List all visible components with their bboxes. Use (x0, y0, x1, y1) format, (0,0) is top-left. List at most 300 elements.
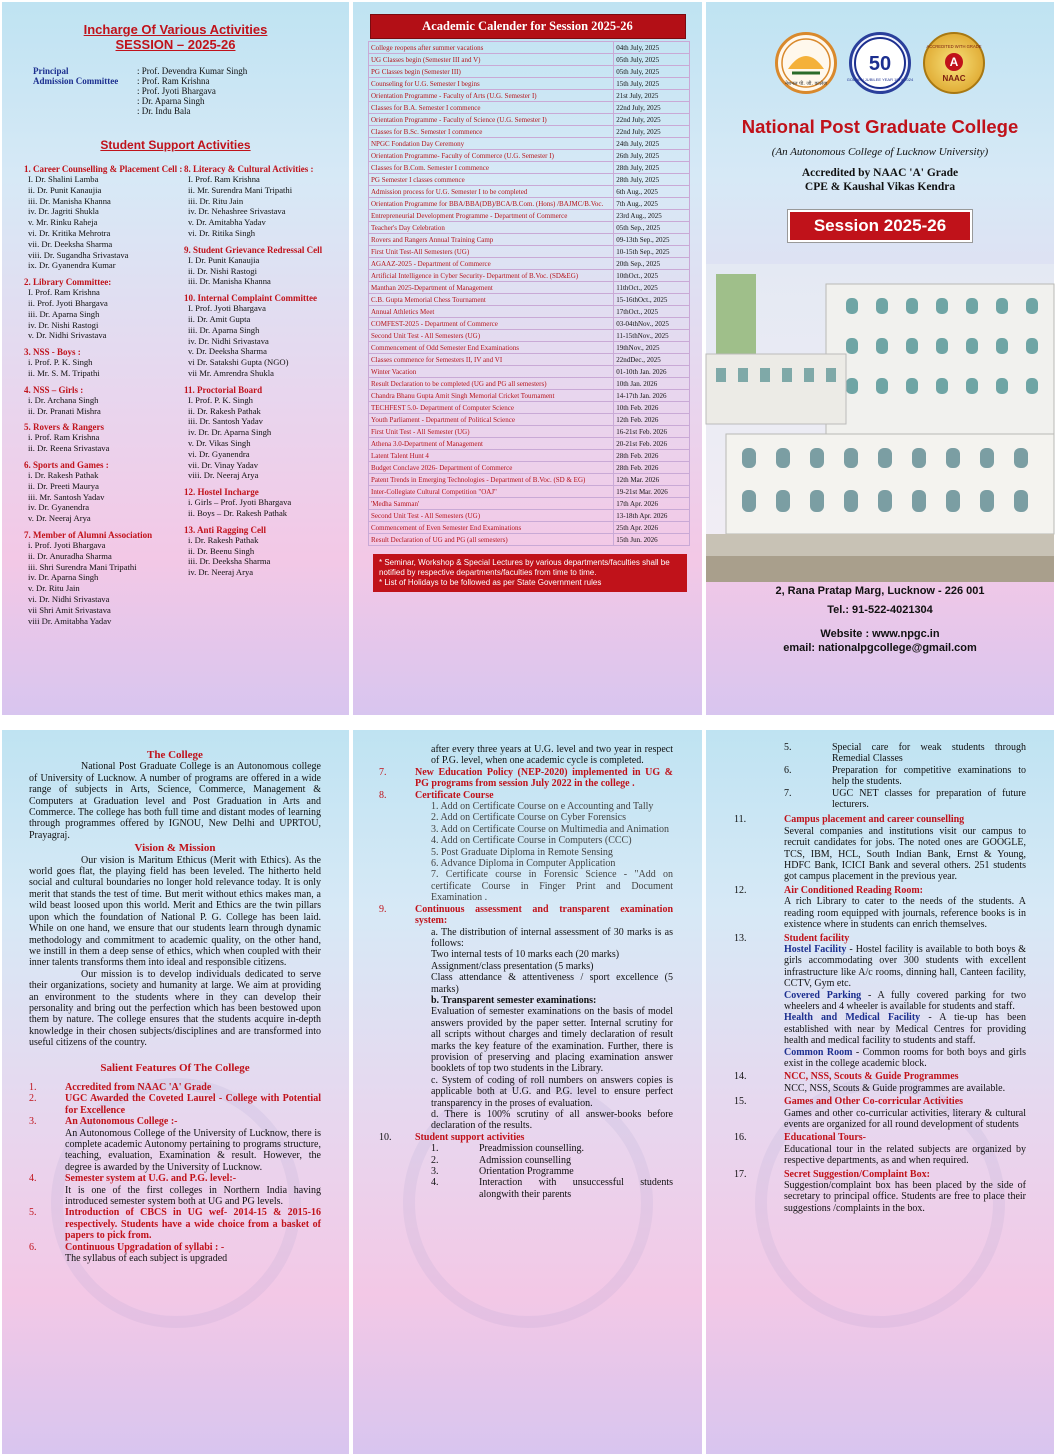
calendar-event: Latent Talent Hunt 4 (369, 450, 614, 462)
calendar-row (369, 66, 690, 78)
support-item (784, 765, 1026, 788)
incharge-panel (2, 2, 349, 715)
item-title: An Autonomous College :- (65, 1116, 178, 1128)
item-title: New Education Policy (NEP-2020) implemented in UG & PG programs from session July 2022 in the college . (415, 766, 673, 790)
committee-member: iii. Dr. Manisha Khanna (28, 195, 111, 206)
calendar-date: 10th Feb. 2026 (614, 402, 690, 414)
course-item: 5. Post Graduate Diploma in Remote Sensing (431, 846, 613, 858)
college-info-panel (2, 730, 349, 1454)
assessment-details: a. The distribution of internal assessment of 30 marks is as follows: Two internal tests of 10 marks each (20 marks) Assignment/class presentation (5 marks) Class attendance & attentiveness / sport excellence (5 marks) b. Transparent semester examinations: Evaluation of semester examinations on the basis of model answers provided by the paper setter. Internal scrutiny for all scripts without charges and timely declaration of result marks the key feature of the examination. Further, there is provision of preserving and placing examination answer booklets of top two students in the Library. c. System of coding of roll numbers on answers copies is applicable both at U.G. and P.G. level to ensure perfect transparency in the proses of evaluation. d. There is 100% scrutiny of all answer-books before declaration of the results. (431, 926, 673, 1132)
svg-text:GOLDEN JUBILEE YEAR 1974-2024: GOLDEN JUBILEE YEAR 1974-2024 (846, 77, 914, 82)
sub-facility-title: Common Room (784, 1046, 853, 1058)
calendar-date: 12th Mar. 2026 (614, 474, 690, 486)
calendar-row (369, 330, 690, 342)
official-role: Principal (33, 66, 69, 76)
item-number: 16. (734, 1132, 747, 1144)
calendar-event: Teacher's Day Celebration (369, 222, 614, 234)
calendar-event: 'Medha Samman' (369, 498, 614, 510)
calendar-event: Inter-Collegiate Cultural Competition "OAJ" (369, 486, 614, 498)
sub-facility-title: Hostel Facility (784, 943, 847, 955)
item-text: UGC NET classes for preparation of future lecturers. (832, 787, 1026, 811)
committee-group (24, 347, 184, 379)
official-row (33, 86, 349, 96)
calendar-row (369, 222, 690, 234)
calendar-event: Manthan 2025-Department of Management (369, 282, 614, 294)
committee-member: ii. Dr. Nishi Rastogi (188, 265, 257, 276)
committee-group (24, 460, 184, 524)
facility-item (734, 1132, 1026, 1166)
calendar-date: 7th Aug., 2025 (614, 198, 690, 210)
committee-member: i. Dr. Archana Singh (28, 394, 99, 405)
item-number: 1. (431, 1143, 439, 1155)
sub-facility-text: - A tie-up has been established with near by Medical Centres for providing health and medical facility to students and staff. (784, 1012, 1027, 1047)
calendar-date: 22nd July, 2025 (614, 114, 690, 126)
svg-text:NAAC: NAAC (942, 74, 966, 83)
feature-item (29, 1173, 321, 1207)
facility-text: Games and other co-curricular activities, literary & cultural events are organized for all round development of students (784, 1107, 1026, 1130)
feature-item (29, 1116, 321, 1173)
committee-member: ii. Dr. Rakesh Pathak (188, 405, 261, 416)
calendar-table (368, 41, 690, 546)
college-affiliation: (An Autonomous College of Lucknow University) (771, 146, 989, 158)
committee-member: iii. Dr. Manisha Khanna (188, 276, 271, 287)
calendar-row (369, 474, 690, 486)
committee-title: 8. Literacy & Cultural Activities : (184, 164, 314, 174)
calendar-event: Annual Athletics Meet (369, 306, 614, 318)
sub-facility-text: - Common rooms for both boys and girls exist in the college academic block. (784, 1046, 1026, 1069)
committee-group (184, 164, 344, 239)
committee-member: iii. Dr. Deeksha Sharma (188, 556, 271, 567)
calendar-date: 22nd July, 2025 (614, 102, 690, 114)
college-emblem-logo (775, 32, 837, 94)
calendar-event: COMFEST-2025 - Department of Commerce (369, 318, 614, 330)
facility-item (734, 1169, 1026, 1215)
committee-member: I. Prof. Ram Krishna (28, 287, 100, 298)
item-number: 9. (379, 903, 387, 915)
feature-item (29, 1207, 321, 1241)
calendar-date: 23rd Aug., 2025 (614, 210, 690, 222)
committee-title: 12. Hostel Incharge (184, 487, 259, 498)
item-number: 3. (431, 1166, 439, 1178)
committee-column-left (24, 164, 184, 632)
committee-member: vii Mr. Amrendra Shukla (188, 367, 274, 378)
calendar-date: 11thOct., 2025 (614, 282, 690, 294)
item-number: 13. (734, 932, 747, 944)
facility-row (734, 1132, 1026, 1143)
calendar-row (369, 318, 690, 330)
calendar-event: Budget Conclave 2026- Department of Commerce (369, 462, 614, 474)
calendar-row (369, 126, 690, 138)
committee-member: ii. Dr. Beenu Singh (188, 545, 255, 556)
calendar-row (369, 246, 690, 258)
calendar-row (369, 78, 690, 90)
facility-row (734, 885, 1026, 896)
committee-member: iv. Dr. Nishi Rastogi (28, 319, 99, 330)
support-item (431, 1155, 673, 1166)
mission-text: Our mission is to develop individuals dedicated to serve their organizations, society and humanity at large. We aim at providing an environment to the students where in they can develop their personality and bring out the perfection which has been bestowed upon them by nature. The college ensures that the students acquire in-depth knowledge in their chosen subjects/disciplines and are transformed into useful citizens of the country. (29, 968, 321, 1049)
calendar-row (369, 294, 690, 306)
committee-member: vi. Dr. Nidhi Srivastava (28, 593, 110, 604)
sub-facility (734, 990, 1026, 1013)
facility-text: A rich Library to cater to the needs of the students. A reading room equipped with journals, reference books is in existence where in students can enrich themselves. (784, 896, 1026, 931)
committee-member: viii. Dr. Sugandha Srivastava (28, 249, 129, 260)
calendar-date: 15-16thOct., 2025 (614, 294, 690, 306)
calendar-row (369, 234, 690, 246)
facility-item (734, 885, 1026, 931)
item-title: NCC, NSS, Scouts & Guide Programmes (784, 1071, 959, 1083)
item-text: Preadmission counselling. (479, 1143, 584, 1155)
item-text: Admission counselling (479, 1154, 571, 1166)
official-row (33, 66, 349, 76)
facilities-list (734, 814, 1026, 1214)
calendar-date: 05th Sep., 2025 (614, 222, 690, 234)
committee-member: vii. Dr. Vinay Yadav (188, 459, 258, 470)
official-role (33, 106, 137, 116)
calendar-event: Winter Vacation (369, 366, 614, 378)
feature-row (29, 1093, 321, 1116)
item-title: UGC Awarded the Coveted Laurel - College with Potential for Excellence (65, 1093, 321, 1116)
committee-member: I. Dr. Punit Kanaujia (188, 254, 260, 265)
official-role (33, 86, 137, 96)
committee-member: ii. Mr. Surendra Mani Tripathi (188, 184, 293, 195)
facility-row (734, 933, 1026, 944)
committee-title: 6. Sports and Games : (24, 459, 109, 470)
calendar-event: NPGC Fondation Day Ceremony (369, 138, 614, 150)
calendar-row (369, 522, 690, 534)
calendar-date: 10-15th Sep., 2025 (614, 246, 690, 258)
calendar-event: Commencement of Odd Semester End Examinations (369, 342, 614, 354)
committee-group (24, 164, 184, 271)
calendar-row (369, 198, 690, 210)
calendar-event: Entrepreneurial Development Programme - Department of Commerce (369, 210, 614, 222)
committee-member: i. Dr. Rakesh Pathak (188, 534, 259, 545)
officials-list (33, 66, 349, 116)
committee-member: iii. Dr. Santosh Yadav (188, 416, 263, 427)
calendar-row (369, 486, 690, 498)
calendar-event: Commencement of Even Semester End Examinations (369, 522, 614, 534)
committee-title: 3. NSS - Boys : (24, 347, 81, 358)
facility-item (734, 1071, 1026, 1094)
item-number: 15. (734, 1096, 747, 1108)
support-item (784, 788, 1026, 811)
calendar-event: UG Classes begin (Semester III and V) (369, 54, 614, 66)
sub-facility-text: - Hostel facility is available to both boys & girls accommodating over 300 students with excellent infrastructure like A/c rooms, dinning hall, Canteen facility, CCTV, Gym etc. (784, 943, 1026, 990)
facility-text: Several companies and institutions visit our campus to recruit candidates for jobs. The noted ones are GOOGLE, TCS, IBM, HCL, South Indian Bank, Ernst & Young, HDFC Bank, ICICI Bank and several others. 251 students got campus placement in the previous year. (784, 825, 1026, 883)
calendar-event: First Unit Test - All Semester (UG) (369, 426, 614, 438)
official-role: Admission Committee (33, 76, 119, 86)
committee-group (24, 385, 184, 417)
item-number: 7. (784, 787, 792, 799)
college-name: National Post Graduate College (741, 116, 1019, 137)
calendar-row (369, 414, 690, 426)
calendar-event: PG Semester I classes commence (369, 174, 614, 186)
calendar-date: 16-21st Feb. 2026 (614, 426, 690, 438)
calendar-row (369, 534, 690, 546)
calendar-date: 17thOct., 2025 (614, 306, 690, 318)
calendar-event: Result Declaration of UG and PG (all semesters) (369, 534, 614, 546)
support-item (431, 1166, 673, 1177)
section-title: The College (147, 749, 203, 761)
sub-facility (734, 1047, 1026, 1070)
committee-column-right (184, 164, 344, 632)
cover-panel (706, 2, 1054, 715)
calendar-date: 13-18th Apr. 2026 (614, 510, 690, 522)
item-number: 5. (29, 1207, 37, 1219)
committee-member: ii. Dr. Amit Gupta (188, 313, 251, 324)
item-number: 17. (734, 1168, 747, 1180)
calendar-event: Counseling for U.G. Semester I begins (369, 78, 614, 90)
committee-group (184, 525, 344, 578)
committee-member: v. Dr. Amitabha Yadav (188, 217, 266, 228)
committee-member: iii. Dr. Aparna Singh (28, 308, 100, 319)
naac-a-grade-badge (923, 32, 985, 94)
committee-member: ix. Dr. Gyanendra Kumar (28, 260, 116, 271)
calendar-row (369, 54, 690, 66)
calendar-date: 22ndDec., 2025 (614, 354, 690, 366)
committee-member: ii. Boys – Dr. Rakesh Pathak (188, 507, 288, 518)
calendar-notes: * Seminar, Workshop & Special Lectures by various departments/faculties shall be notified by respective departments/faculties from time to time. * List of Holidays to be followed as per State Government rules (373, 554, 687, 592)
committee-title: 2. Library Committee: (24, 277, 112, 288)
committee-member: iv. Dr. Gyanendra (28, 502, 90, 513)
calendar-event: Orientation Programme- Faculty of Commerce (U.G. Semester I) (369, 150, 614, 162)
support-activities-list (379, 1143, 673, 1200)
incharge-title: Incharge Of Various Activities SESSION – 2025-26 (83, 22, 268, 52)
item-number: 3. (29, 1116, 37, 1128)
calendar-date: 05th July, 2025 (614, 54, 690, 66)
course-item: 2. Add on Certificate Course on Cyber Forensics (431, 812, 626, 824)
calendar-row (369, 426, 690, 438)
svg-text:ACCREDITED WITH GRADE: ACCREDITED WITH GRADE (926, 44, 982, 49)
committee-member: vii. Dr. Deeksha Sharma (28, 238, 113, 249)
support-item (431, 1177, 673, 1200)
sub-facility-title: Covered Parking (784, 989, 862, 1001)
committee-group (184, 487, 344, 519)
item-text: Orientation Programme (479, 1166, 574, 1178)
committee-member: ii. Dr. Punit Kanaujia (28, 184, 102, 195)
official-row (33, 96, 349, 106)
committee-group (184, 293, 344, 379)
item-title: Accredited from NAAC 'A' Grade (65, 1081, 212, 1093)
committee-member: vi Dr. Satakshi Gupta (NGO) (188, 357, 289, 368)
committee-member: vi. Dr. Ritika Singh (188, 227, 256, 238)
committee-member: ii. Dr. Pranati Mishra (28, 405, 101, 416)
committee-member: iv. Dr. Nidhi Srivastava (188, 335, 269, 346)
calendar-event: Orientation Programme for BBA/BBA(DB)/BCA/B.Com. (Hons) /BAJMC/B.Voc. (369, 198, 614, 210)
committee-group (24, 277, 184, 341)
academics-panel (353, 730, 702, 1454)
official-row (33, 106, 349, 116)
calendar-date: 20th Sep., 2025 (614, 258, 690, 270)
section-title: Salient Features Of The College (100, 1061, 250, 1074)
calendar-row (369, 402, 690, 414)
syllabus-text: after every three years at U.G. level and two year in respect of P.G. level, when one academic cycle is completed. (431, 744, 673, 767)
committee-member: vi. Dr. Kritika Mehrotra (28, 227, 111, 238)
calendar-row (369, 378, 690, 390)
salient-features (29, 1082, 321, 1265)
calendar-row (369, 282, 690, 294)
calendar-row (369, 210, 690, 222)
calendar-date: 04th July, 2025 (614, 42, 690, 54)
calendar-event: Youth Parliament - Department of Political Science (369, 414, 614, 426)
committee-member: ii. Dr. Reena Srivastava (28, 443, 110, 454)
calendar-row (369, 42, 690, 54)
committee-member: viii. Dr. Neeraj Arya (188, 470, 259, 481)
committee-title: 5. Rovers & Rangers (24, 422, 104, 433)
calendar-event: Classes commence for Semesters II, IV and VI (369, 354, 614, 366)
section-title: Vision & Mission (134, 842, 216, 855)
calendar-date: 28th July, 2025 (614, 162, 690, 174)
calendar-event: College reopens after summer vacations (369, 42, 614, 54)
calendar-date: 19-21st Mar. 2026 (614, 486, 690, 498)
support-item (431, 1143, 673, 1154)
item-number: 6. (29, 1241, 37, 1253)
feature-text: It is one of the first colleges in Northern India having introduced semester system both at UG and PG levels. (65, 1184, 321, 1208)
committee-member: i. Prof. Jyoti Bhargava (28, 539, 106, 550)
calendar-event: AGAAZ-2025 - Department of Commerce (369, 258, 614, 270)
course-item: 6. Advance Diploma in Computer Application (431, 858, 616, 870)
committee-member: viii Dr. Amitabha Yadav (28, 615, 112, 626)
feature-row (29, 1207, 321, 1241)
committee-group (24, 530, 184, 626)
committee-member: i. Girls – Prof. Jyoti Bhargava (188, 497, 292, 508)
calendar-event: Classes for B.Com. Semester I commence (369, 162, 614, 174)
calendar-date: 21st July, 2025 (614, 90, 690, 102)
item-title: Continuous assessment and transparent examination system: (415, 903, 673, 927)
committee-member: v. Mr. Rinku Raheja (28, 217, 98, 228)
calendar-panel (353, 2, 702, 715)
item-number: 8. (379, 789, 387, 801)
calendar-date: 22nd July, 2025 (614, 126, 690, 138)
committee-member: v. Dr. Deeksha Sharma (188, 346, 267, 357)
committee-member: vii Shri Amit Srivastava (28, 604, 111, 615)
support-item (784, 742, 1026, 765)
support-activities-list-cont (734, 742, 1026, 810)
calendar-date: 17th Apr. 2026 (614, 498, 690, 510)
feature-text: The syllabus of each subject is upgraded (65, 1253, 228, 1265)
committee-member: i. Prof. P. K. Singh (28, 357, 93, 368)
committee-member: ii. Dr. Preeti Maurya (28, 480, 99, 491)
item-number: 1. (29, 1081, 37, 1093)
calendar-row (369, 438, 690, 450)
official-name: : Prof. Jyoti Bhargava (137, 86, 216, 96)
calendar-title: Academic Calender for Session 2025-26 (370, 14, 686, 39)
committee-group (184, 385, 344, 481)
facility-item (734, 933, 1026, 944)
committee-member: iv. Dr. Aparna Singh (28, 572, 99, 583)
official-name: : Prof. Ram Krishna (137, 76, 210, 86)
calendar-row (369, 306, 690, 318)
address-block: 2, Rana Pratap Marg, Lucknow - 226 001 Tel.: 91-522-4021304 Website : www.npgc.in email: nationalpgcollege@gmail.com (775, 585, 985, 654)
calendar-event: Second Unit Test - All Semesters (UG) (369, 330, 614, 342)
calendar-event: TECHFEST 5.0- Department of Computer Science (369, 402, 614, 414)
committee-member: i. Prof. Ram Krishna (28, 432, 100, 443)
facility-row (734, 1071, 1026, 1082)
course-item: 3. Add on Certificate Course on Multimedia and Animation (431, 823, 670, 835)
committee-title: 1. Career Counselling & Placement Cell : (24, 164, 183, 174)
calendar-event: Classes for B.A. Semester I commence (369, 102, 614, 114)
calendar-event: C.B. Gupta Memorial Chess Tournament (369, 294, 614, 306)
committee-member: ii. Prof. Jyoti Bhargava (28, 297, 108, 308)
committee-member: v. Dr. Nidhi Srivastava (28, 330, 107, 341)
item-title: Student facility (784, 932, 850, 944)
calendar-event: Admission process for U.G. Semester I to be completed (369, 186, 614, 198)
item-text: Special care for weak students through Remedial Classes (832, 742, 1026, 765)
committee-member: I. Dr. Shalini Lamba (28, 174, 99, 184)
facility-row (734, 1096, 1026, 1107)
calendar-row (369, 354, 690, 366)
facility-item (734, 814, 1026, 882)
calendar-date: 05th July, 2025 (614, 66, 690, 78)
sub-facility (734, 1012, 1026, 1046)
committee-title: 10. Internal Complaint Committee (184, 293, 317, 304)
student-support-title: Student Support Activities (100, 138, 251, 152)
calendar-date: 24th July, 2025 (614, 138, 690, 150)
svg-text:नेशनल पी. जी. कालेज: नेशनल पी. जी. कालेज (785, 81, 827, 87)
calendar-date: 14-17th Jan. 2026 (614, 390, 690, 402)
sub-facility (734, 944, 1026, 990)
vision-text: Our vision is Maritum Ethicus (Merit with Ethics). As the world goes flat, the playing field has been leveled. The hitherto held social and cultural boundaries no longer hold relevance today. It is only merit that stands the test of time. But merit without ethics makes man, a wild beast loosed upon this world. Merit and Ethics are the twin pillars upon which the foundation of National P. G. College has been laid. While on one hand, we ensure that our students learn through dynamic methodology and commitment to academic quality, on the other hand, we instill in them a deep sense of ethics, which when coupled with their inner talents transforms them into ideal and responsible citizens. (29, 854, 321, 969)
committee-member: iv. Dr. Dr. Aparna Singh (188, 427, 272, 438)
calendar-row (369, 342, 690, 354)
facility-row (734, 1169, 1026, 1180)
calendar-row (369, 258, 690, 270)
official-row (33, 76, 349, 86)
feature-item (29, 1093, 321, 1116)
facility-text: NCC, NSS, Scouts & Guide programmes are available. (784, 1082, 1006, 1094)
sub-facility-text: - A fully covered parking for two wheelers and 4 wheeler is available for students and staff. (784, 989, 1026, 1012)
calendar-row (369, 114, 690, 126)
item-number: 4. (431, 1177, 439, 1189)
calendar-date: 10thOct., 2025 (614, 270, 690, 282)
item-title: Introduction of CBCS in UG wef- 2014-15 & 2015-16 respectively. Students have a wide choice from a basket of papers to pick from. (65, 1207, 321, 1242)
calendar-date: 6th Aug., 2025 (614, 186, 690, 198)
calendar-row (369, 510, 690, 522)
item-title: Air Conditioned Reading Room: (784, 884, 923, 896)
feature-row (29, 1116, 321, 1127)
golden-jubilee-logo (846, 32, 914, 94)
item-title: Secret Suggestion/Complaint Box: (784, 1168, 930, 1180)
calendar-event: Rovers and Rangers Annual Training Camp (369, 234, 614, 246)
calendar-row (369, 270, 690, 282)
calendar-row (369, 150, 690, 162)
calendar-row (369, 186, 690, 198)
calendar-row (369, 162, 690, 174)
calendar-event: PG Classes begin (Semester III) (369, 66, 614, 78)
calendar-date: 25th Apr. 2026 (614, 522, 690, 534)
committee-member: v. Dr. Ritu Jain (28, 583, 80, 594)
item-number: 12. (734, 884, 747, 896)
facility-text: Suggestion/complaint box has been placed by the side of secretary to principal office. Students are free to place their suggestions /complaints in the box. (784, 1180, 1026, 1214)
committee-group (184, 245, 344, 287)
calendar-date: 28th Feb. 2026 (614, 450, 690, 462)
official-name: : Dr. Indu Bala (137, 106, 191, 116)
calendar-event: Artificial Intelligence in Cyber Security- Department of B.Voc. (SD&EG) (369, 270, 614, 282)
facilities-panel (706, 730, 1054, 1454)
calendar-date: 12th Feb. 2026 (614, 414, 690, 426)
calendar-date: 28th Feb. 2026 (614, 462, 690, 474)
item-number: 10. (379, 1131, 392, 1143)
committee-title: 9. Student Grievance Redressal Cell (184, 244, 323, 255)
committee-title: 11. Proctorial Board (184, 384, 263, 395)
feature-item (29, 1242, 321, 1265)
committee-title: 4. NSS – Girls : (24, 384, 84, 395)
calendar-event: First Unit Test-All Semesters (UG) (369, 246, 614, 258)
item-number: 14. (734, 1071, 747, 1083)
item-title: Educational Tours- (784, 1132, 866, 1144)
calendar-row (369, 174, 690, 186)
sub-facility-title: Health and Medical Facility (784, 1012, 921, 1024)
item-number: 2. (431, 1154, 439, 1166)
